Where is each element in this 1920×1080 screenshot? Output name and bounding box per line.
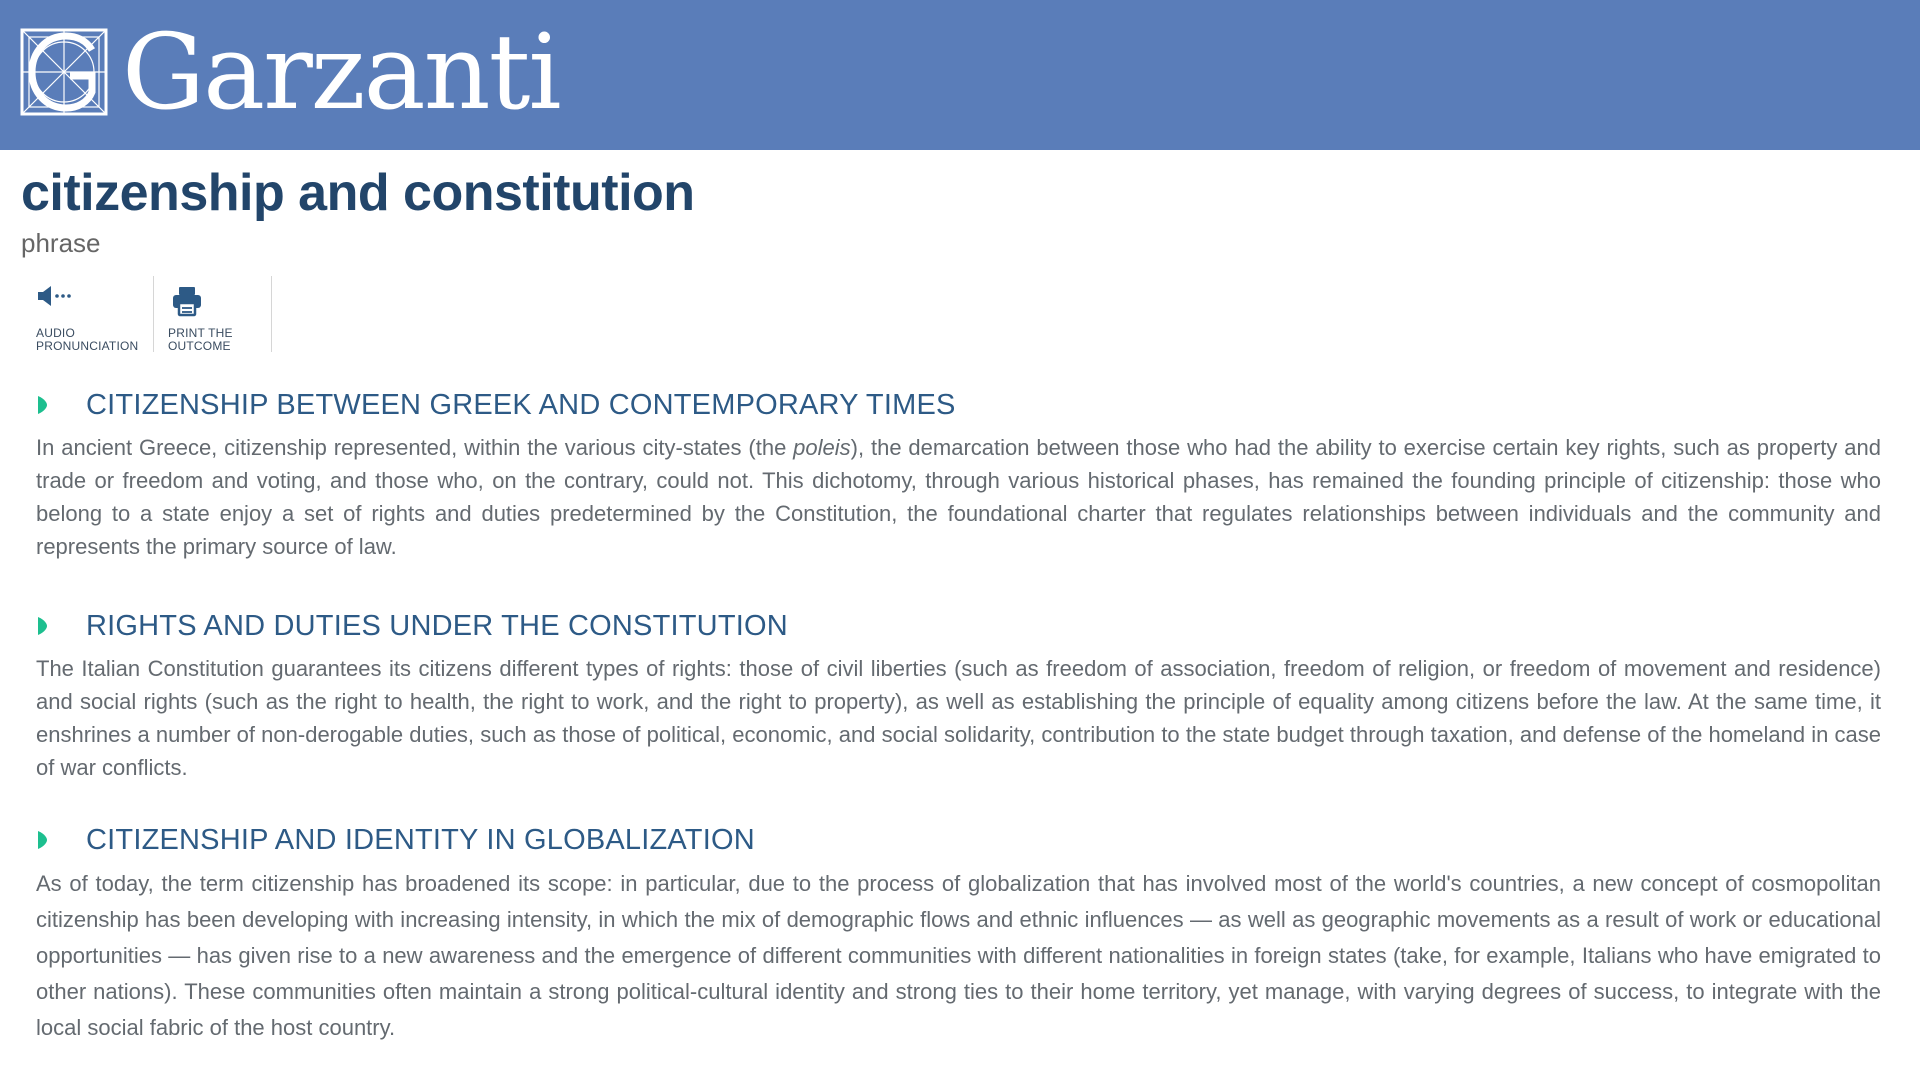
garzanti-monogram-icon	[20, 28, 108, 116]
section-globalization	[36, 822, 1881, 1046]
audio-label-line2: PRONUNCIATION	[36, 339, 139, 353]
print-outcome-label	[168, 327, 233, 353]
audio-pronunciation-label	[36, 327, 138, 353]
section-citizenship-greek	[36, 387, 1881, 563]
section-bullet-icon	[36, 830, 48, 850]
section-title: CITIZENSHIP BETWEEN GREEK AND CONTEMPORARY TIMES	[86, 388, 956, 421]
section-heading	[36, 822, 1881, 858]
site-header	[0, 0, 1920, 150]
section-body-emphasis: poleis	[793, 435, 851, 460]
brand-name: Garzanti	[122, 11, 560, 133]
speaker-icon	[36, 284, 76, 308]
section-body	[36, 431, 1881, 563]
print-label-line2: OUTCOME	[168, 339, 231, 353]
section-bullet-icon	[36, 616, 48, 636]
section-body: As of today, the term citizenship has broadened its scope: in particular, due to the process of globalization that has involved most of the world's countries, a new concept of cosmopolitan citizenship has been developing with increasing intensity, in which the mix of demographic flows and ethnic influences — as well as geographic movements as a result of work or educational opportunities — has given rise to a new awareness and the emergence of different communities with different nationalities in foreign states (take, for example, Italians who have emigrated to other nations). These communities often maintain a strong political-cultural identity and strong ties to their home territory, yet manage, with varying degrees of success, to integrate with the local social fabric of the host country.	[36, 871, 1881, 1040]
audio-label-line1: AUDIO	[36, 326, 76, 340]
printer-icon	[170, 284, 204, 318]
section-heading	[36, 387, 1881, 423]
print-label-line1: PRINT THE	[168, 326, 233, 340]
garzanti-logo[interactable]	[20, 11, 560, 133]
section-heading	[36, 608, 1881, 644]
section-body: The Italian Constitution guarantees its citizens different types of rights: those of civil liberties (such as freedom of association, freedom of religion, or freedom of movement and residence) and social rights (such as the right to health, the right to work, and the right to property), as well as establishing the principle of equality among citizens before the law. At the same time, it enshrines a number of non-derogable duties, such as those of political, economic, and social solidarity, contribution to the state budget through taxation, and defense of the homeland in case of war conflicts.	[36, 656, 1881, 780]
part-of-speech: phrase	[21, 228, 101, 258]
entry-title: citizenship and constitution	[21, 164, 695, 222]
print-outcome-button[interactable]	[154, 276, 272, 352]
section-title: RIGHTS AND DUTIES UNDER THE CONSTITUTION	[86, 609, 788, 642]
section-bullet-icon	[36, 395, 48, 415]
section-body-text: ), the demarcation between those who had the ability to exercise certain key rights, such as property and trade or freedom and voting, and those who, on the contrary, could not. This dichotomy, through various historical phases, has remained the founding principle of citizenship: those who belong to a state enjoy a set of rights and duties predetermined by the Constitution, the foundational charter that regulates relationships between individuals and the community and represents the primary source of law.	[36, 435, 1881, 559]
section-title: CITIZENSHIP AND IDENTITY IN GLOBALIZATION	[86, 823, 755, 856]
section-rights-duties	[36, 608, 1881, 784]
section-body-text: In ancient Greece, citizenship represented, within the various city-states (the	[36, 435, 794, 460]
entry-toolbar	[26, 276, 272, 352]
audio-pronunciation-button[interactable]	[26, 276, 154, 352]
